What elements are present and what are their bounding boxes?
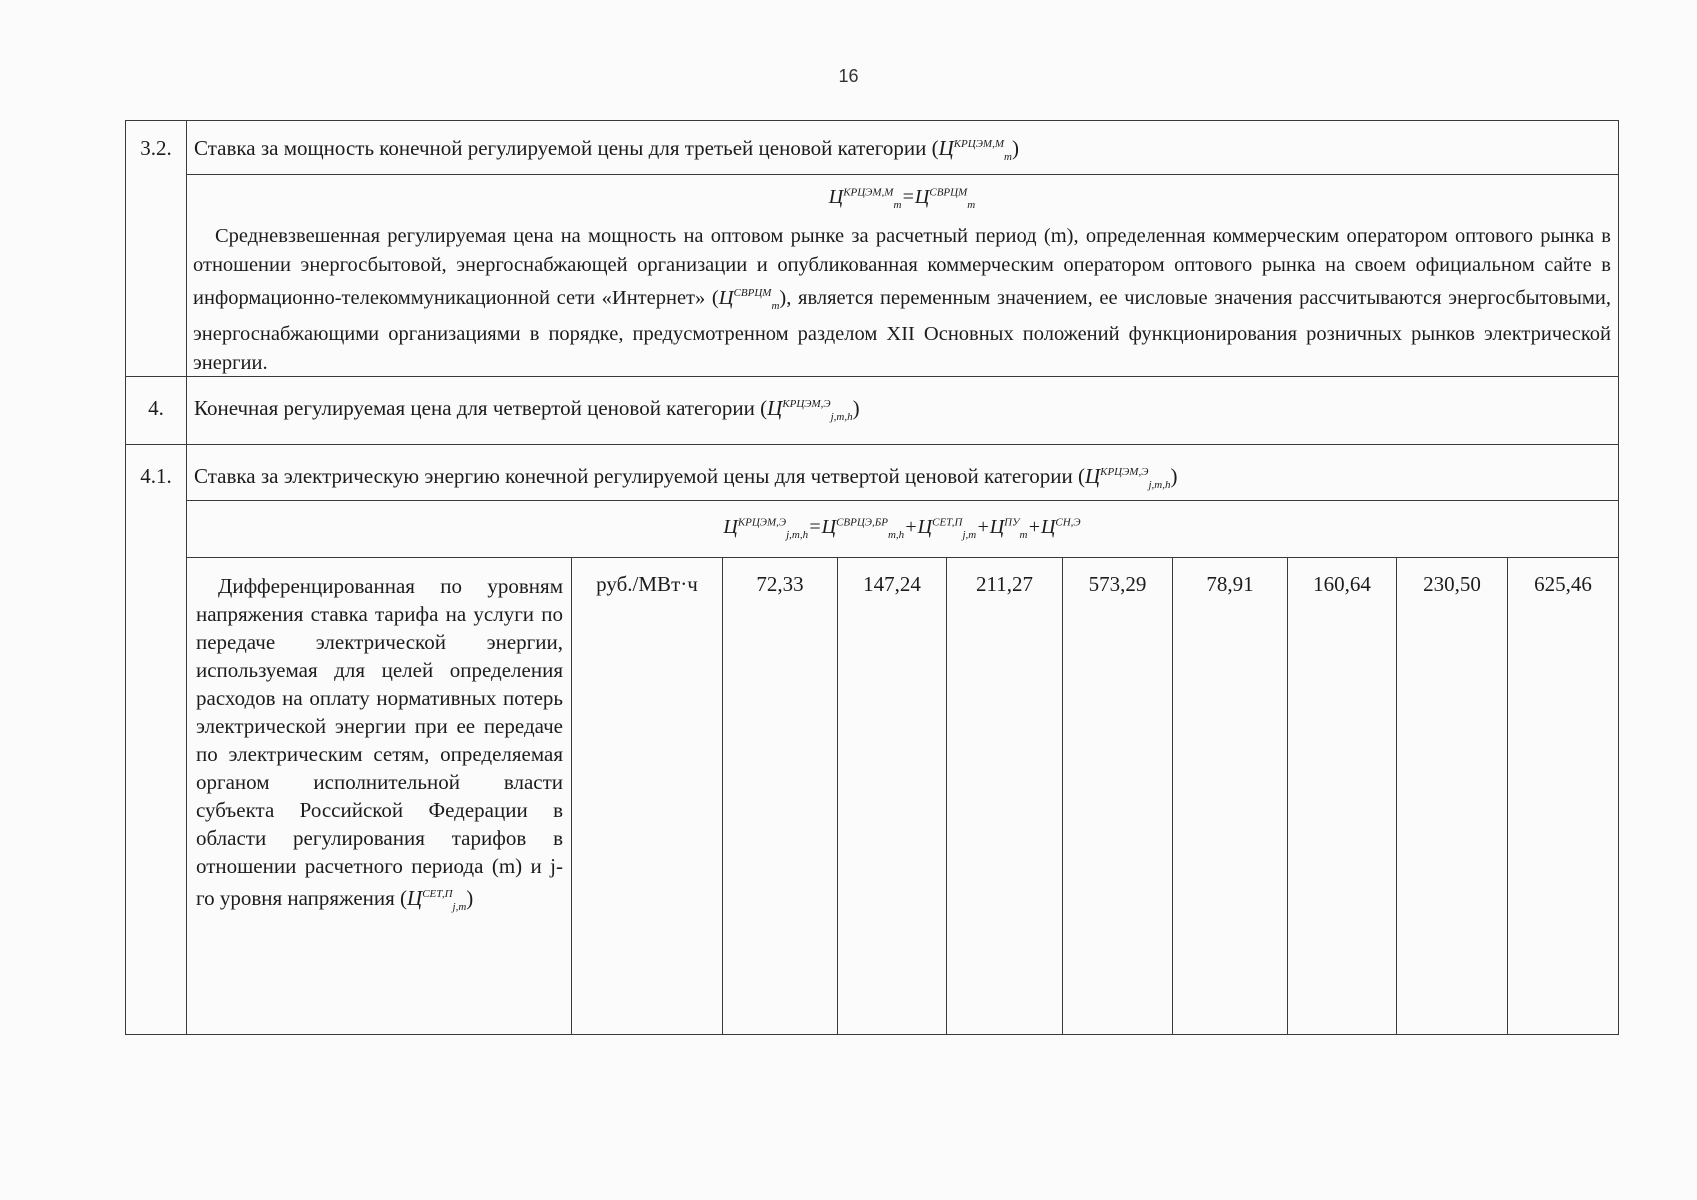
- value-cell: 72,33: [756, 572, 804, 596]
- value-column-divider: [1396, 557, 1397, 1035]
- value-column-divider: [1287, 557, 1288, 1035]
- unit-cell: руб./МВт·ч: [596, 572, 698, 596]
- page-number: 16: [838, 66, 859, 86]
- row-title-4-1: Ставка за электрическую энергию конечной регулируемой цены для четвертой ценовой категории $(Ц^{КРЦЭМ,Э}_{j,m,h})$: [194, 464, 1178, 492]
- value-column-divider: [837, 557, 838, 1035]
- value-cell: 625,46: [1534, 572, 1592, 596]
- row-divider: [125, 444, 1619, 445]
- row-divider: [186, 557, 1618, 558]
- value-cell: 147,24: [863, 572, 921, 596]
- value-column-divider: [722, 557, 723, 1035]
- value-cell: 160,64: [1313, 572, 1371, 596]
- formula-4-1: $Ц^{КРЦЭМ,Э}_{j,m,h}=Ц^{СВРЦЭ,БР}_{m,h}+Ц^{СЕТ,П}_{j,m}+Ц^{ПУ}_m+Ц^{СН,Э}$: [723, 516, 1081, 541]
- value-cell: 211,27: [976, 572, 1033, 596]
- value-column-divider: [571, 557, 572, 1035]
- value-column-divider: [1507, 557, 1508, 1035]
- row-number-4: 4.: [148, 396, 164, 420]
- value-column-divider: [1172, 557, 1173, 1035]
- value-cell: 230,50: [1423, 572, 1481, 596]
- value-column-divider: [946, 557, 947, 1035]
- row-number-4-1: 4.1.: [140, 464, 172, 488]
- row-title-4: Конечная регулируемая цена для четвертой ценовой категории $(Ц^{КРЦЭМ,Э}_{j,m,h})$: [194, 396, 860, 424]
- value-cell: 573,29: [1088, 572, 1147, 596]
- row-number-3-2: 3.2.: [140, 136, 172, 160]
- description-cell-4-1: Дифференцированная по уровням напряжения ставка тарифа на услуги по передаче электрической энергии, используемая для целей определения расходов на оплату нормативных потерь электрической энергии при ее передаче по электрическим сетям, определяемая органом исполнительной власти субъекта Российской Федерации в области регулирования тарифов в отношении расчетного периода (m) и j-го уровня напряжения $(Ц^{СЕТ,П}_{j,m})$: [196, 574, 563, 914]
- formula-3-2: $Ц^{КРЦЭМ,М}_m=Ц^{СВРЦМ}_m$: [828, 186, 976, 211]
- definition-paragraph-3-2: Средневзвешенная регулируемая цена на мощность на оптовом рынке за расчетный период (m), определенная коммерческим оператором оптового рынка в отношении энергосбытовой, энергоснабжающей организации и опубликованная коммерческим оператором оптового рынка на своем официальном сайте в информационно-телекоммуникационной сети «Интернет» $(Ц^{СВРЦМ}_m)$, является переменным значением, ее числовые значения рассчитываются энергосбытовыми, энергоснабжающими организациями в порядке, предусмотренном разделом XII Основных положений функционирования розничных рынков электрической энергии.: [193, 225, 1611, 374]
- row-divider: [186, 500, 1618, 501]
- value-cell: 78,91: [1206, 572, 1254, 596]
- number-column-divider: [186, 120, 187, 1035]
- row-title-3-2: Ставка за мощность конечной регулируемой цены для третьей ценовой категории $(Ц^{КРЦЭМ,М}_m)$: [194, 136, 1019, 164]
- value-column-divider: [1062, 557, 1063, 1035]
- row-divider: [186, 174, 1618, 175]
